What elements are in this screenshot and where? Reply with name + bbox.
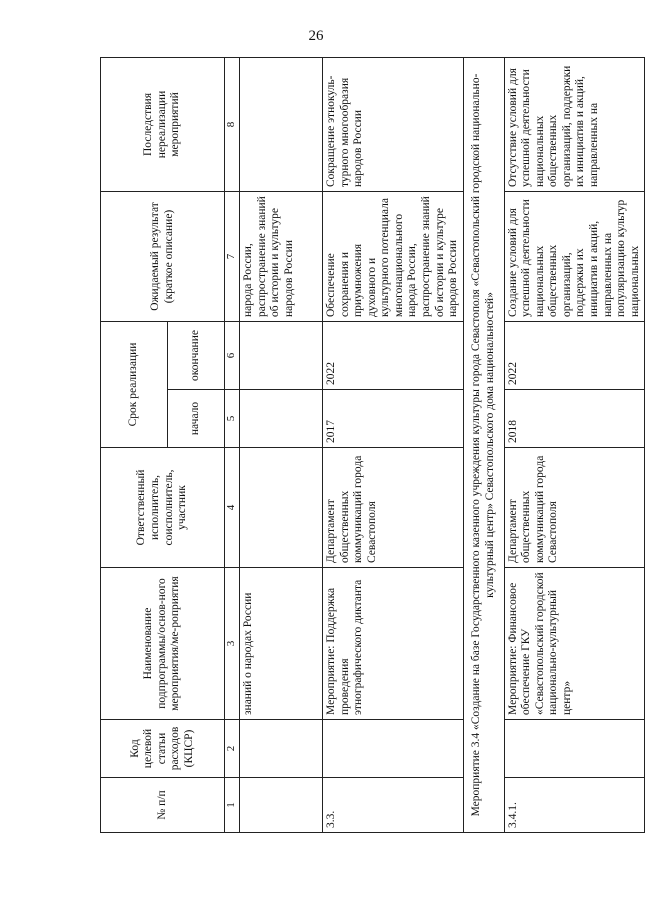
cell-end: 2022 — [504, 322, 645, 390]
header-start: начало — [168, 390, 225, 448]
cell-name: знаний о народах России — [240, 568, 323, 720]
header-term: Срок реализации — [101, 322, 168, 448]
cell-executor — [240, 448, 323, 568]
header-result: Ожидаемый результат (краткое описание) — [101, 192, 225, 322]
cell-start: 2018 — [504, 390, 645, 448]
merged-measure-title: Мероприятие 3.4 «Создание на базе Государственного казенного учреждения культуры города Севастополя «Севастопольский городской национально-культурный центр» Севастопольского дома национальностей» — [463, 58, 504, 833]
rotated-table-wrapper — [100, 58, 641, 833]
table-row — [240, 58, 323, 833]
col-number: 7 — [225, 192, 240, 322]
table-row — [323, 58, 464, 833]
cell-name: Мероприятие: Поддержка проведения этнографического диктанта — [323, 568, 464, 720]
cell-num — [240, 778, 323, 833]
col-number: 2 — [225, 720, 240, 778]
cell-consequence — [240, 58, 323, 192]
header-executor: Ответственный исполнитель, соисполнитель, участник — [101, 448, 225, 568]
cell-code — [323, 720, 464, 778]
header-row — [101, 58, 168, 833]
cell-num: 3.4.1. — [504, 778, 645, 833]
page-number: 26 — [308, 28, 324, 44]
cell-executor: Департамент общественных коммуникаций города Севастополя — [504, 448, 645, 568]
cell-consequence: Отсутствие условий для успешной деятельности национальных общественных организаций, поддержки их инициатив и акций, направленных на — [504, 58, 645, 192]
cell-result: Обеспечение сохранения и приумножения духовного и культурного потенциала многонационального народа России, распространение знаний об истории и культуре народов России — [323, 192, 464, 322]
cell-code — [504, 720, 645, 778]
col-number: 1 — [225, 778, 240, 833]
header-end: окончание — [168, 322, 225, 390]
merged-row — [463, 58, 504, 833]
col-number: 5 — [225, 390, 240, 448]
cell-result: Создание условий для успешной деятельности национальных общественных организаций, поддержки их инициатив и акций, направленных на популяризацию культур национальных — [504, 192, 645, 322]
col-number: 8 — [225, 58, 240, 192]
cell-end: 2022 — [323, 322, 464, 390]
cell-start — [240, 390, 323, 448]
cell-executor: Департамент общественных коммуникаций города Севастополя — [323, 448, 464, 568]
cell-num: 3.3. — [323, 778, 464, 833]
measures-table — [100, 57, 645, 833]
cell-consequence: Сокращение этнокуль-турного многообразия народов России — [323, 58, 464, 192]
header-name: Наименование подпрограммы/основ-ного мероприятия/ме-роприятия — [101, 568, 225, 720]
cell-name: Мероприятие: Финансовое обеспечение ГКУ «Севастопольский городской национально-культурный центр» — [504, 568, 645, 720]
column-number-row — [225, 58, 240, 833]
table-row — [504, 58, 645, 833]
header-code: Код целевой статьи расходов (КЦСР) — [101, 720, 225, 778]
cell-start: 2017 — [323, 390, 464, 448]
col-number: 6 — [225, 322, 240, 390]
cell-end — [240, 322, 323, 390]
header-consequence: Последствия нереализации мероприятий — [101, 58, 225, 192]
header-num: № п/п — [101, 778, 225, 833]
cell-result: народа России, распространение знаний об истории и культуре народов России — [240, 192, 323, 322]
col-number: 3 — [225, 568, 240, 720]
cell-code — [240, 720, 323, 778]
col-number: 4 — [225, 448, 240, 568]
